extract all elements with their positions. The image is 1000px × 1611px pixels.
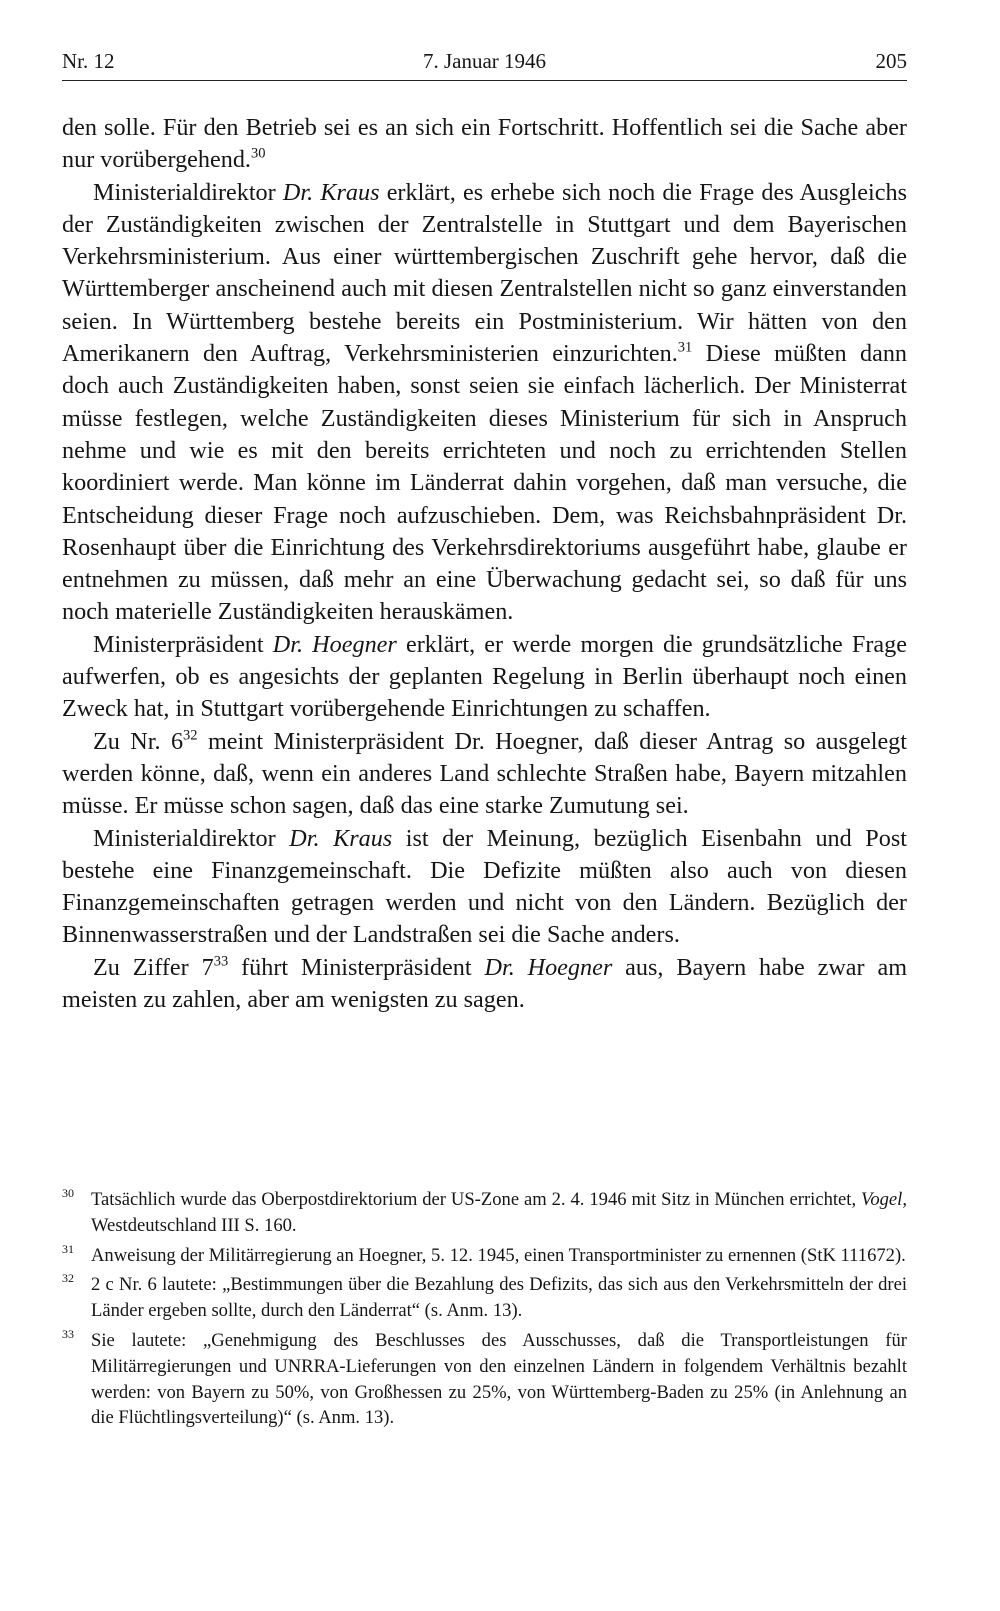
footnote-30 [62,1187,907,1239]
paragraph-6-text-c: aus, Bayern habe zwar am meisten zu zahlen, aber am wenigsten zu sagen. [62,953,908,1014]
speaker-name: Dr. Hoegner [484,953,613,981]
footnote-number: 30 [62,1186,74,1200]
paragraph-6-text-a: Zu Ziffer 7 [93,953,214,981]
session-date: 7. Januar 1946 [422,49,547,73]
paragraph-3 [62,629,907,726]
paragraph-1 [62,112,907,177]
footnote-32 [62,1272,907,1324]
footnote-31 [62,1243,907,1269]
footnote-33 [62,1328,907,1431]
header-rule [62,80,907,81]
paragraph-4-text-a: Zu Nr. 6 [93,727,184,755]
paragraph-3-text-b: erklärt, er werde morgen die grundsätzliche Frage aufwerfen, ob es angesichts der geplanten Regelung in Berlin überhaupt noch einen Zweck hat, in Stuttgart vorübergehende Einrichtungen zu schaffen. [62,630,907,723]
paragraph-5-text-b: ist der Meinung, bezüglich Eisenbahn und Post bestehe eine Finanzgemeinschaft. Die Defizite müßten also auch von diesen Finanzgemeinschaften getragen werden und nicht von den Ländern. Bezüglich der Binnenwasserstraßen und der Landstraßen sei die Sache anders. [62,824,907,949]
footnote-citation: Vogel, [861,1189,907,1210]
footnote-text-a: Tatsächlich wurde das Oberpostdirektorium der US-Zone am 2. 4. 1946 mit Sitz in München errichtet, [91,1189,862,1210]
running-head [62,46,907,76]
paragraph-4 [62,726,907,823]
paragraph-6-text-b: führt Ministerpräsident [228,953,485,981]
speaker-name: Dr. Kraus [289,824,393,852]
footnote-text-b: Westdeutschland III S. 160. [91,1214,297,1236]
page-number: 205 [875,49,907,73]
paragraph-5-text-a: Ministerialdirektor [93,824,290,852]
paragraph-2-text-b: erklärt, es erhebe sich noch die Frage des Ausgleichs der Zuständigkeiten zwischen der Zentralstelle in Stuttgart und dem Bayerischen Verkehrsministerium. Aus einer württembergischen Zuschrift gehe hervor, daß die Württemberger anscheinend auch mit diesen Zentralstellen nicht so ganz einverstanden seien. In Württemberg bestehe bereits ein Postministerium. Wir hätten von den Amerikanern den Auftrag, Verkehrsministerien einzurichten. [62,178,907,368]
paragraph-2 [62,177,907,629]
issue-number: Nr. 12 [62,49,115,73]
speaker-name: Dr. Hoegner [272,630,397,658]
footnote-ref-33: 33 [213,953,229,970]
footnotes [62,1187,907,1435]
footnote-number: 32 [62,1271,74,1286]
speaker-name: Dr. Kraus [282,178,380,206]
footnote-text-a: Sie lautete: „Genehmigung des Beschlusses des Ausschusses, daß die Transportleistungen für Militärregierungen und UNRRA-Lieferungen von den einzelnen Ländern in folgendem Verhältnis bezahlt werden: von Bayern zu 50%, von Großhessen zu 25%, von Württemberg-Baden zu 25% (in Anlehnung an die Flüchtlingsverteilung)“ (s. Anm. 13). [91,1329,907,1429]
paragraph-3-text-a: Ministerpräsident [93,630,273,658]
paragraph-1-text: den solle. Für den Betrieb sei es an sich ein Fortschritt. Hoffentlich sei die Sache aber nur vorübergehend. [62,114,907,174]
book-page [62,0,907,1611]
paragraph-6 [62,952,907,1017]
paragraph-2-text-c: Diese müßten dann doch auch Zuständigkeiten haben, sonst seien sie einfach lächerlich. Der Ministerrat müsse festlegen, welche Zuständigkeiten dieses Ministerium für sich in Anspruch nehme und wie es mit den bereits errichteten und noch zu errichtenden Stellen koordiniert werde. Man könne im Länderrat dahin vorgehen, daß man versuche, die Entscheidung dieser Frage noch aufzuschieben. Dem, was Reichsbahnpräsident Dr. Rosenhaupt über die Einrichtung des Verkehrsdirektoriums ausgeführt habe, glaube er entnehmen zu müssen, daß mehr an eine Überwachung gedacht sei, so daß für uns noch materielle Zuständigkeiten herauskämen. [62,340,908,626]
footnote-text-a: Anweisung der Militärregierung an Hoegner, 5. 12. 1945, einen Transportminister zu ernennen (StK 111672). [91,1244,906,1266]
footnote-number: 31 [62,1241,74,1256]
footnote-ref-32: 32 [183,727,198,744]
footnote-ref-30: 30 [250,145,266,162]
paragraph-2-text-a: Ministerialdirektor [93,178,283,206]
main-text [62,112,907,1016]
footnote-text-a: 2 c Nr. 6 lautete: „Bestimmungen über die Bezahlung des Defizits, das sich aus den Verkehrsmitteln der drei Länder ergeben sollte, durch den Länderrat“ (s. Anm. 13). [91,1274,907,1322]
footnote-ref-31: 31 [677,339,693,356]
footnote-number: 33 [62,1326,74,1341]
paragraph-5 [62,823,907,952]
paragraph-4-text-b: meint Ministerpräsident Dr. Hoegner, daß dieser Antrag so ausgelegt werden könne, daß, wenn ein anderes Land schlechte Straßen habe, Bayern mitzahlen müsse. Er müsse schon sagen, daß das eine starke Zumutung sei. [62,727,907,820]
